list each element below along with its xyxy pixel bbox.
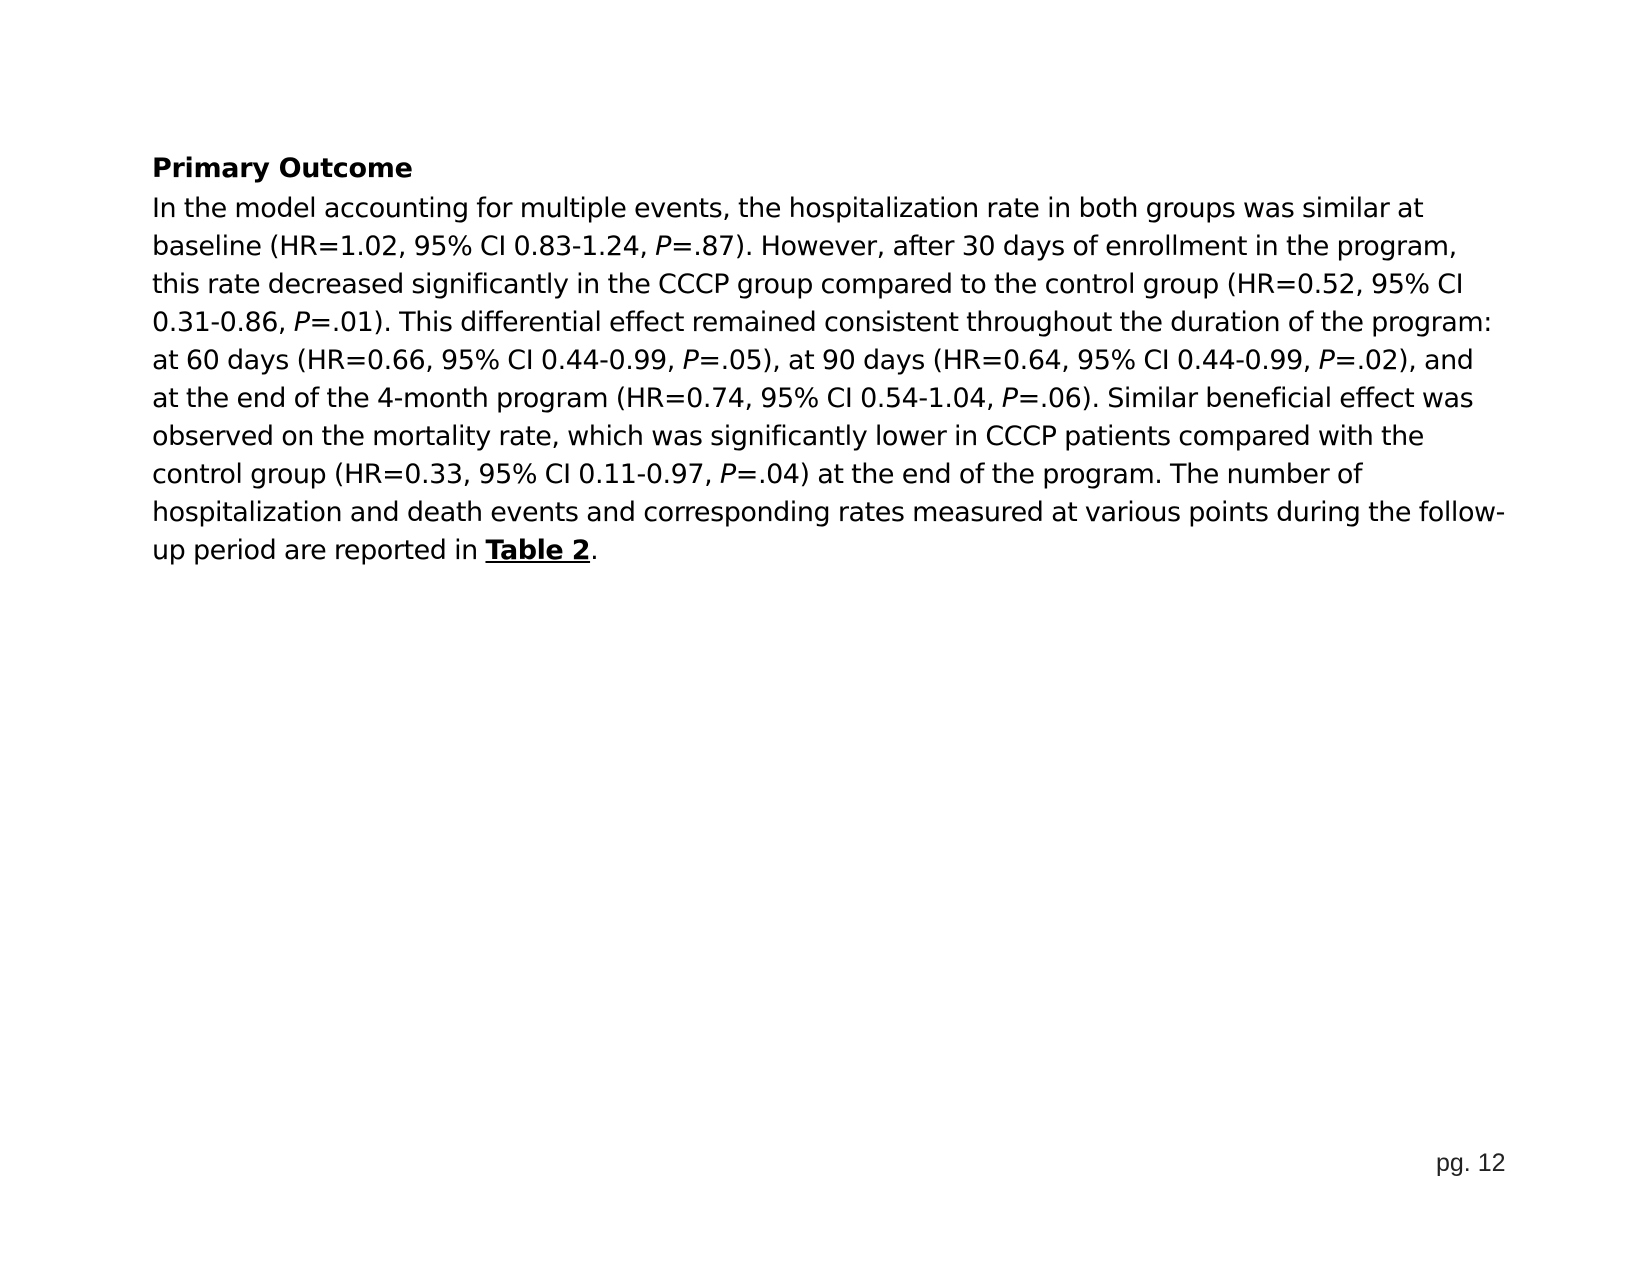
- p-value-symbol: P: [682, 345, 699, 376]
- paragraph-line: [152, 532, 1502, 570]
- table-2-link[interactable]: Table 2: [485, 535, 591, 566]
- paragraph-line: [152, 190, 1502, 228]
- text-run: baseline (HR=1.02, 95% CI 0.83-1.24,: [152, 231, 656, 262]
- p-value-symbol: P: [1318, 345, 1335, 376]
- page-number: pg. 12: [1436, 1149, 1506, 1177]
- p-value-symbol: P: [293, 307, 310, 338]
- p-value-symbol: P: [1001, 383, 1018, 414]
- text-run: =.04) at the end of the program. The number of: [735, 459, 1362, 490]
- paragraph-line: [152, 418, 1502, 456]
- p-value-symbol: P: [719, 459, 736, 490]
- paragraph-line: [152, 342, 1502, 380]
- text-run: =.02), and: [1334, 345, 1474, 376]
- text-run: at the end of the 4-month program (HR=0.74, 95% CI 0.54-1.04,: [152, 383, 1002, 414]
- text-run: =.01). This differential effect remained consistent throughout the duration of the program:: [309, 307, 1492, 338]
- text-run: hospitalization and death events and corresponding rates measured at various points during the follow-: [152, 497, 1505, 528]
- text-run: 0.31-0.86,: [152, 307, 294, 338]
- text-run: =.05), at 90 days (HR=0.64, 95% CI 0.44-0.99,: [698, 345, 1319, 376]
- text-run: .: [590, 535, 599, 566]
- text-run: control group (HR=0.33, 95% CI 0.11-0.97,: [152, 459, 720, 490]
- content-area: [152, 152, 1505, 570]
- text-run: observed on the mortality rate, which was significantly lower in CCCP patients compared with the: [152, 421, 1424, 452]
- section-heading: Primary Outcome: [152, 153, 413, 184]
- paragraph-line: [152, 304, 1502, 342]
- paragraph-line: [152, 228, 1502, 266]
- text-run: this rate decreased significantly in the CCCP group compared to the control group (HR=0.52, 95% CI: [152, 269, 1464, 300]
- text-run: at 60 days (HR=0.66, 95% CI 0.44-0.99,: [152, 345, 683, 376]
- text-run: In the model accounting for multiple events, the hospitalization rate in both groups was similar at: [152, 193, 1424, 224]
- body-paragraph: [152, 190, 1505, 570]
- paragraph-line: [152, 494, 1505, 532]
- p-value-symbol: P: [655, 231, 672, 262]
- text-run: =.06). Similar beneficial effect was: [1017, 383, 1474, 414]
- paragraph-line: [152, 380, 1502, 418]
- text-run: =.87). However, after 30 days of enrollment in the program,: [671, 231, 1457, 262]
- text-run: up period are reported in: [152, 535, 486, 566]
- paragraph-line: [152, 456, 1502, 494]
- paragraph-line: [152, 266, 1502, 304]
